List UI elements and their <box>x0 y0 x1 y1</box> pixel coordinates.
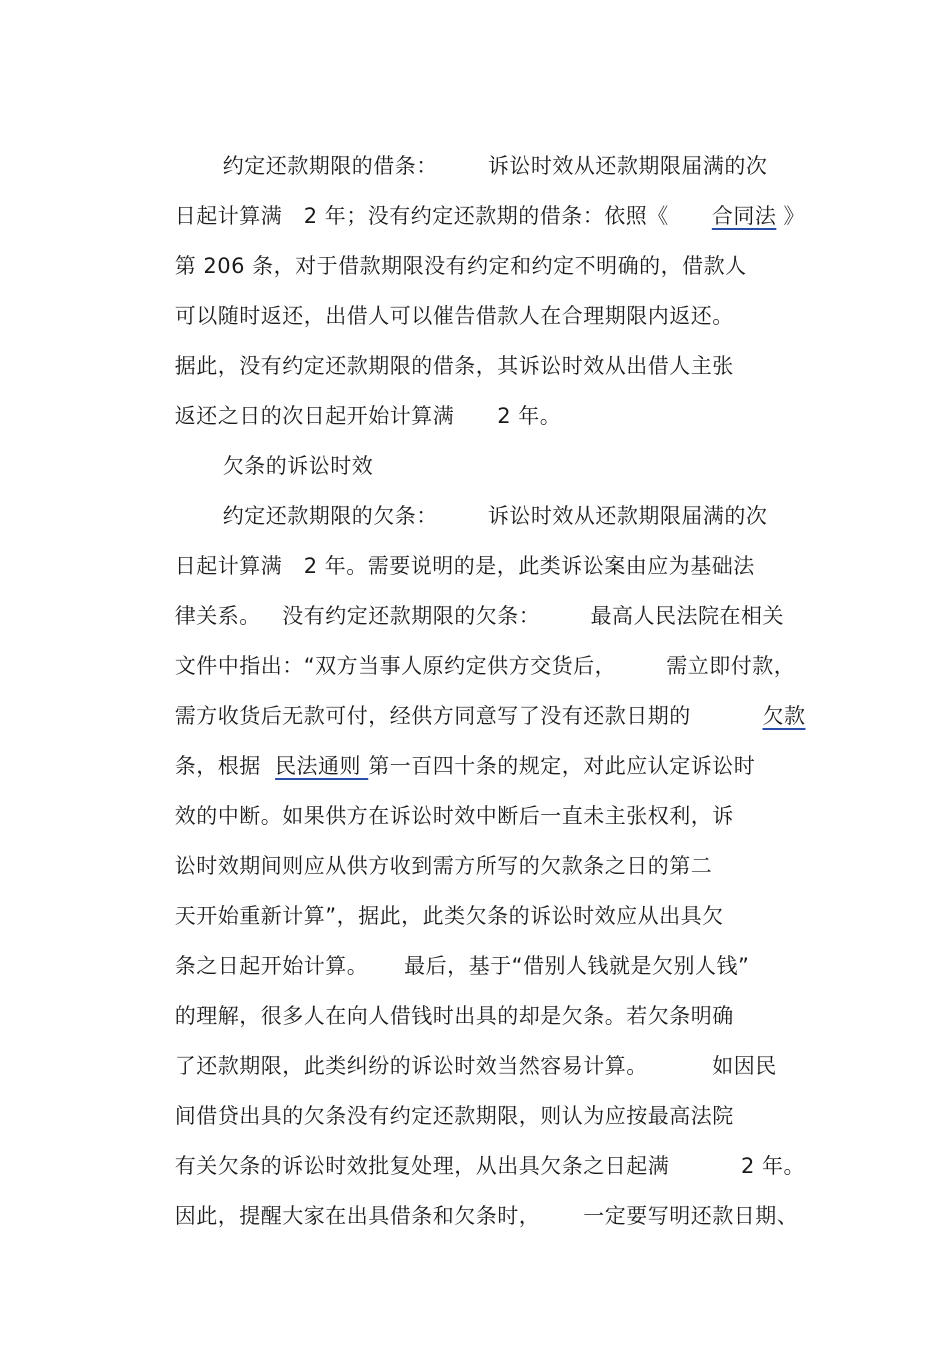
text-run: 间借贷出具的欠条没有约定还款期限，则认为应按最高法院 <box>174 1104 734 1128</box>
text-run: 了还款期限，此类纠纷的诉讼时效当然容易计算。 如因民 <box>174 1054 777 1078</box>
text-run: 天开始重新计算”，据此，此类欠条的诉讼时效应从出具欠 <box>174 904 724 928</box>
text-run: 条，根据 <box>174 754 276 778</box>
text-run: 文件中指出：“双方当事人原约定供方交货后， 需立即付款， <box>174 654 796 678</box>
text-run: 因此，提醒大家在出具借条和欠条时， 一定要写明还款日期、 <box>174 1204 799 1228</box>
text-run: 据此，没有约定还款期限的借条，其诉讼时效从出借人主张 <box>174 354 734 378</box>
text-run: 的理解，很多人在向人借钱时出具的却是欠条。若欠条明确 <box>174 1004 734 1028</box>
text-run: 条之日起开始计算。 最后，基于“借别人钱就是欠别人钱” <box>174 954 750 978</box>
link-debt-note[interactable]: 欠款 <box>762 704 806 728</box>
text-run: 日起计算满 2 年。需要说明的是，此类诉讼案由应为基础法 <box>174 554 755 578</box>
text-run: 欠条的诉讼时效 <box>222 454 374 478</box>
text-run: 需方收货后无款可付，经供方同意写了没有还款日期的 <box>174 704 763 728</box>
text-run: 约定还款期限的借条： 诉讼时效从还款期限届满的次 <box>222 154 768 178</box>
text-run: 第一百四十条的规定，对此应认定诉讼时 <box>368 754 756 778</box>
text-run: 约定还款期限的欠条： 诉讼时效从还款期限届满的次 <box>222 504 768 528</box>
text-run: 效的中断。如果供方在诉讼时效中断后一直未主张权利，诉 <box>174 804 734 828</box>
text-run: 讼时效期间则应从供方收到需方所写的欠款条之日的第二 <box>174 854 713 878</box>
text-run: 可以随时返还，出借人可以催告借款人在合理期限内返还。 <box>174 304 734 328</box>
text-run: 》 <box>776 204 806 228</box>
text-run: 返还之日的次日起开始计算满 2 年。 <box>174 404 562 428</box>
text-run: 有关欠条的诉讼时效批复处理，从出具欠条之日起满 2 年。 <box>174 1154 805 1178</box>
text-run: 第 206 条，对于借款期限没有约定和约定不明确的，借款人 <box>174 254 747 278</box>
text-run: 日起计算满 2 年；没有约定还款期的借条：依照《 <box>174 204 712 228</box>
text-run: 律关系。 没有约定还款期限的欠条： 最高人民法院在相关 <box>174 604 784 628</box>
text-line <box>146 1177 798 1255</box>
link-contract-law[interactable]: 合同法 <box>711 204 777 228</box>
link-civil-law[interactable]: 民法通则 <box>275 754 369 778</box>
